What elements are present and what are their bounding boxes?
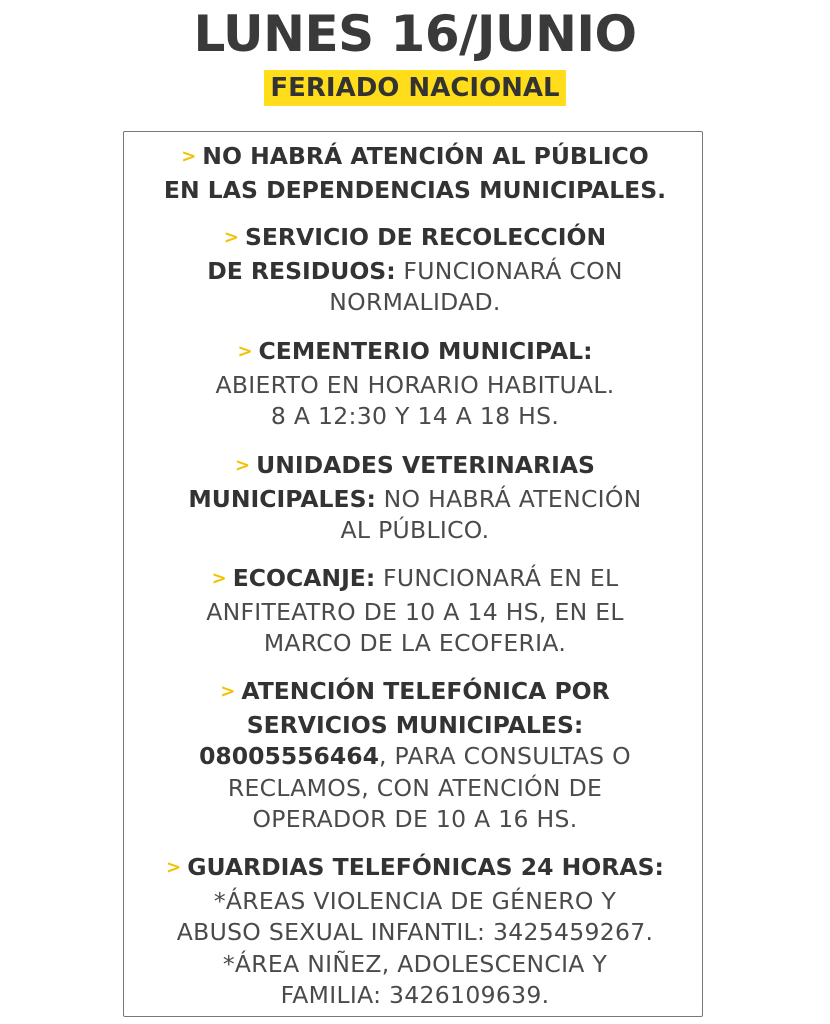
section-line: FAMILIA: 3426109639. (280, 981, 550, 1009)
section-line: NORMALIDAD. (329, 288, 501, 316)
section-line: RECLAMOS, CON ATENCIÓN DE (227, 773, 603, 802)
arrow-icon: > (166, 857, 182, 878)
section-waste-collection (0, 222, 830, 319)
section-line: 08005556464, PARA CONSULTAS O (199, 742, 631, 770)
section-phone-attention (0, 676, 830, 836)
holiday-badge: FERIADO NACIONAL (264, 70, 565, 106)
arrow-icon: > (181, 146, 197, 167)
arrow-icon: > (223, 227, 239, 248)
section-24h-phone-guards (0, 852, 830, 1012)
section-line: > CEMENTERIO MUNICIPAL: (237, 337, 593, 365)
section-line: DE RESIDUOS: FUNCIONARÁ CON (207, 256, 623, 285)
section-line: > UNIDADES VETERINARIAS (235, 451, 595, 479)
section-line: ABUSO SEXUAL INFANTIL: 3425459267. (176, 918, 654, 946)
section-line: MARCO DE LA ECOFERIA. (263, 629, 567, 657)
section-line: > SERVICIO DE RECOLECCIÓN (223, 223, 607, 251)
arrow-icon: > (211, 568, 227, 589)
subtitle-wrapper (0, 70, 830, 106)
section-line: ABIERTO EN HORARIO HABITUAL. (215, 370, 615, 399)
section-line: SERVICIOS MUNICIPALES: (246, 710, 584, 739)
section-line: 8 A 12:30 Y 14 A 18 HS. (270, 402, 560, 430)
section-line: > GUARDIAS TELEFÓNICAS 24 HORAS: (166, 853, 664, 881)
section-line: ANFITEATRO DE 10 A 14 HS, EN EL (206, 597, 624, 626)
phone-number: 08005556464 (199, 742, 379, 770)
section-line: AL PÚBLICO. (340, 516, 490, 544)
section-line: *ÁREA NIÑEZ, ADOLESCENCIA Y (222, 949, 608, 978)
section-veterinary-units (0, 450, 830, 547)
section-line: *ÁREAS VIOLENCIA DE GÉNERO Y (213, 886, 617, 915)
section-line: OPERADOR DE 10 A 16 HS. (252, 805, 578, 833)
section-cemetery (0, 336, 830, 433)
section-line: > ECOCANJE: FUNCIONARÁ EN EL (211, 564, 619, 592)
arrow-icon: > (235, 455, 251, 476)
section-line: > NO HABRÁ ATENCIÓN AL PÚBLICO (181, 142, 649, 170)
arrow-icon: > (237, 341, 253, 362)
page-title: LUNES 16/JUNIO (193, 5, 637, 63)
section-line: MUNICIPALES: NO HABRÁ ATENCIÓN (188, 484, 642, 513)
arrow-icon: > (220, 681, 236, 702)
section-no-public-attention (0, 141, 830, 206)
section-line: EN LAS DEPENDENCIAS MUNICIPALES. (163, 175, 667, 204)
section-line: > ATENCIÓN TELEFÓNICA POR (220, 677, 610, 705)
section-ecocanje (0, 563, 830, 660)
